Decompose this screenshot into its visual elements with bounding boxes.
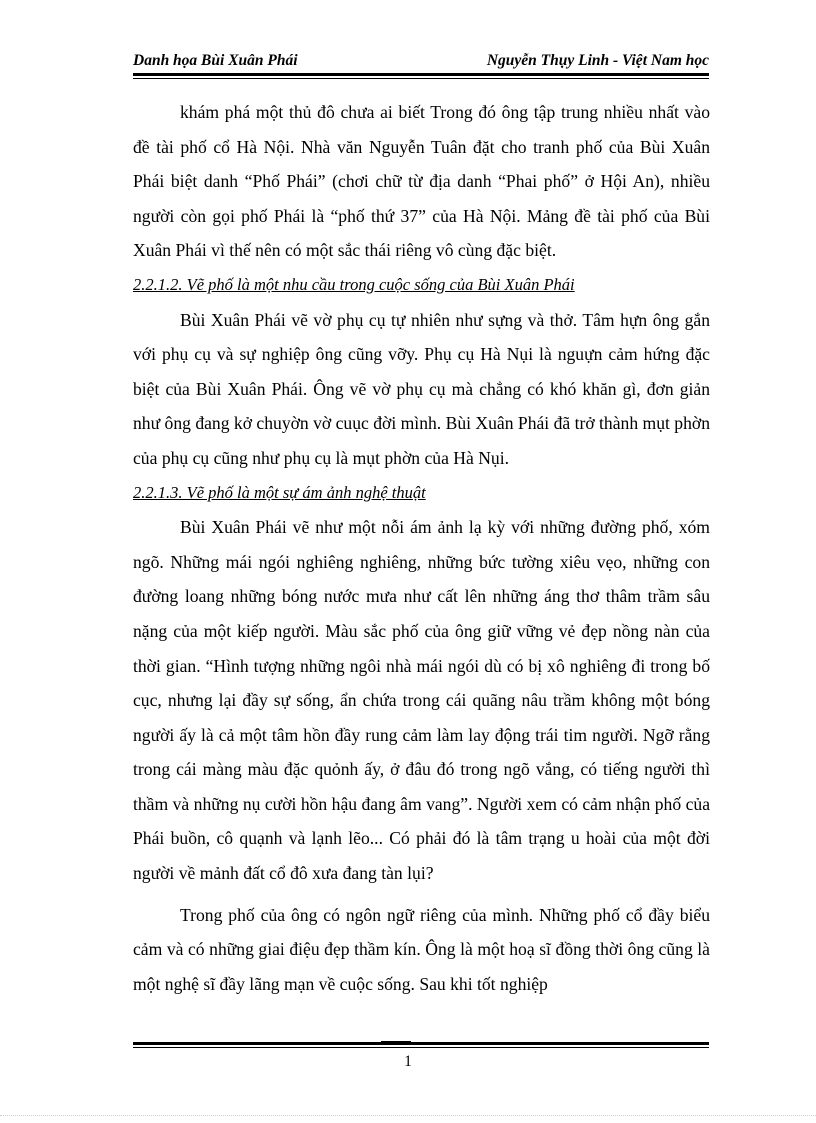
footer-rule-mark bbox=[381, 1041, 411, 1045]
header-author-right: Nguyễn Thụy Linh - Việt Nam học bbox=[486, 52, 709, 69]
page-edge-divider bbox=[0, 1115, 816, 1116]
paragraph-language: Trong phố của ông có ngôn ngữ riêng của mình. Những phố cổ đầy biểu cảm và có những giai điệu đẹp thầm kín. Ông là một hoạ sĩ đồng thời ông cũng là một nghệ sĩ đầy lãng mạn về cuộc sống. Sau khi tốt nghiệp bbox=[133, 904, 710, 994]
footer-rule-thick bbox=[133, 1042, 709, 1045]
paragraph-need: Bùi Xuân Phái vẽ vờ phụ cụ tự nhiên như sựng và thở. Tâm hựn ông gắn với phụ cụ và sự nghiệp ông cũng vỡy. Phụ cụ Hà Nụi là nguựn cảm hứng đặc biệt của Bùi Xuân Phái. Ông vẽ vờ phụ cụ mà chẳng có khó khăn gì, đơn giản như ông đang kở chuyờn vờ cuục đời mình. Bùi Xuân Phái đã trở thành mụt phờn của phụ cụ cũng như phụ cụ là mụt phờn của Hà Nụi. bbox=[133, 309, 710, 468]
paragraph-obsession: Bùi Xuân Phái vẽ như một nỗi ám ảnh lạ kỳ với những đường phố, xóm ngõ. Những mái ngói nghiêng nghiêng, những bức tường xiêu vẹo, những con đường loang những bóng nước mưa như cất lên những áng thơ thâm trầm sâu nặng của một kiếp người. Màu sắc phố của ông giữ vững vẻ đẹp nồng nàn của thời gian. “Hình tượng những ngôi nhà mái ngói dù có bị xô nghiêng đi trong bố cục, nhưng lại đầy sự sống, ẩn chứa trong cái quãng nâu trầm không một bóng người ấy là cả một tâm hồn đầy rung cảm làm lay động trái tim người. Ngỡ rằng trong cái màng màu đặc quỏnh ấy, ở đâu đó trong ngõ vắng, có tiếng người thì thầm và những nụ cười hồn hậu đang âm vang”. Người xem có cảm nhận phố của Phái buồn, cô quạnh và lạnh lẽo... Có phải đó là tâm trạng u hoài của một đời người về mảnh đất cổ đô xưa đang tàn lụi? bbox=[133, 517, 710, 884]
footer-rule bbox=[133, 1042, 709, 1050]
section-heading-2-2-1-3: 2.2.1.3. Vẽ phố là một sự ám ảnh nghệ thuật bbox=[133, 482, 426, 502]
header-title-left: Danh họa Bùi Xuân Phái bbox=[133, 52, 298, 69]
paragraph-intro: khám phá một thủ đô chưa ai biết Trong đó ông tập trung nhiều nhất vào đề tài phố cổ Hà Nội. Nhà văn Nguyễn Tuân đặt cho tranh phố của Bùi Xuân Phái biệt danh “Phố Phái” (chơi chữ từ địa danh “Phai phố” ở Hội An), nhiều người còn gọi phố Phái là “phố thứ 37” của Hà Nội. Mảng đề tài phố của Bùi Xuân Phái vì thế nên có một sắc thái riêng vô cùng đặc biệt. bbox=[133, 102, 710, 261]
page-header bbox=[133, 50, 709, 72]
header-rule-thin bbox=[133, 78, 709, 79]
header-rule bbox=[133, 73, 709, 80]
header-rule-thick bbox=[133, 73, 709, 76]
body-text bbox=[133, 95, 710, 1001]
section-heading-2-2-1-2: 2.2.1.2. Vẽ phố là một nhu cầu trong cuộc sống của Bùi Xuân Phái bbox=[133, 274, 575, 294]
footer-rule-thin bbox=[133, 1047, 709, 1048]
page-number: 1 bbox=[404, 1053, 412, 1070]
